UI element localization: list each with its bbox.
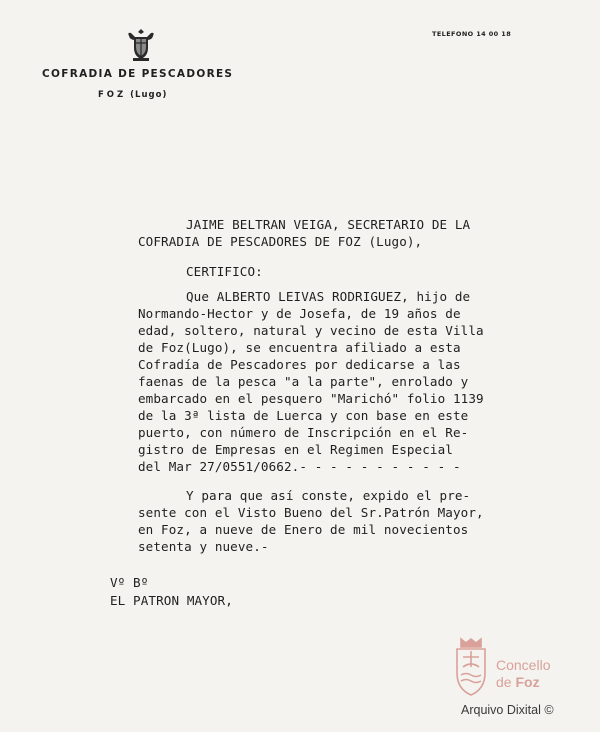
concello-emblem-icon [452,637,490,699]
body-line: Normando-Hector y de Josefa, de 19 años de [138,306,461,321]
logo-line-1: Concello [496,657,551,673]
organization-town [98,90,167,100]
body-line: de la 3ª lista de Luerca y con base en este [138,408,469,423]
body-line: Que ALBERTO LEIVAS RODRIGUEZ, hijo de [186,289,471,304]
body-line: del Mar 27/0551/0662.- - - - - - - - - - - [138,459,461,474]
signatory-title: EL PATRON MAYOR, [110,593,233,608]
town-name: FOZ [98,90,127,100]
concello-logo [452,637,562,699]
logo-line-2: de Foz [496,674,540,690]
closing-line: en Foz, a nueve de Enero de mil novecientos [138,522,469,537]
phone-number: TELEFONO 14 00 18 [432,30,512,38]
body-line: de Foz(Lugo), se encuentra afiliado a esta [138,340,461,355]
archive-caption: Arquivo Dixital © [461,703,554,717]
body-line: edad, soltero, natural y vecino de esta Villa [138,323,484,338]
intro-line: COFRADIA DE PESCADORES DE FOZ (Lugo), [138,234,423,249]
certifico-heading: CERTIFICO: [186,264,263,279]
body-line: embarcado en el pesquero "Marichó" folio 1139 [138,391,484,406]
intro-line: JAIME BELTRAN VEIGA, SECRETARIO DE LA [186,217,471,232]
body-line: gistro de Empresas en el Regimen Especial [138,442,453,457]
organization-name: COFRADIA DE PESCADORES [42,68,234,80]
closing-line: Y para que así conste, expido el pre- [186,488,471,503]
visto-bueno: Vº Bº [110,575,149,590]
town-province: (Lugo) [130,90,168,100]
body-line: puerto, con número de Inscripción en el Re- [138,425,469,440]
closing-line: sente con el Visto Bueno del Sr.Patrón Mayor, [138,505,484,520]
body-line: Cofradía de Pescadores por dedicarse a las [138,357,461,372]
body-line: faenas de la pesca "a la parte", enrolado y [138,374,469,389]
closing-line: setenta y nueve.- [138,539,269,554]
coat-of-arms-icon [126,28,156,62]
